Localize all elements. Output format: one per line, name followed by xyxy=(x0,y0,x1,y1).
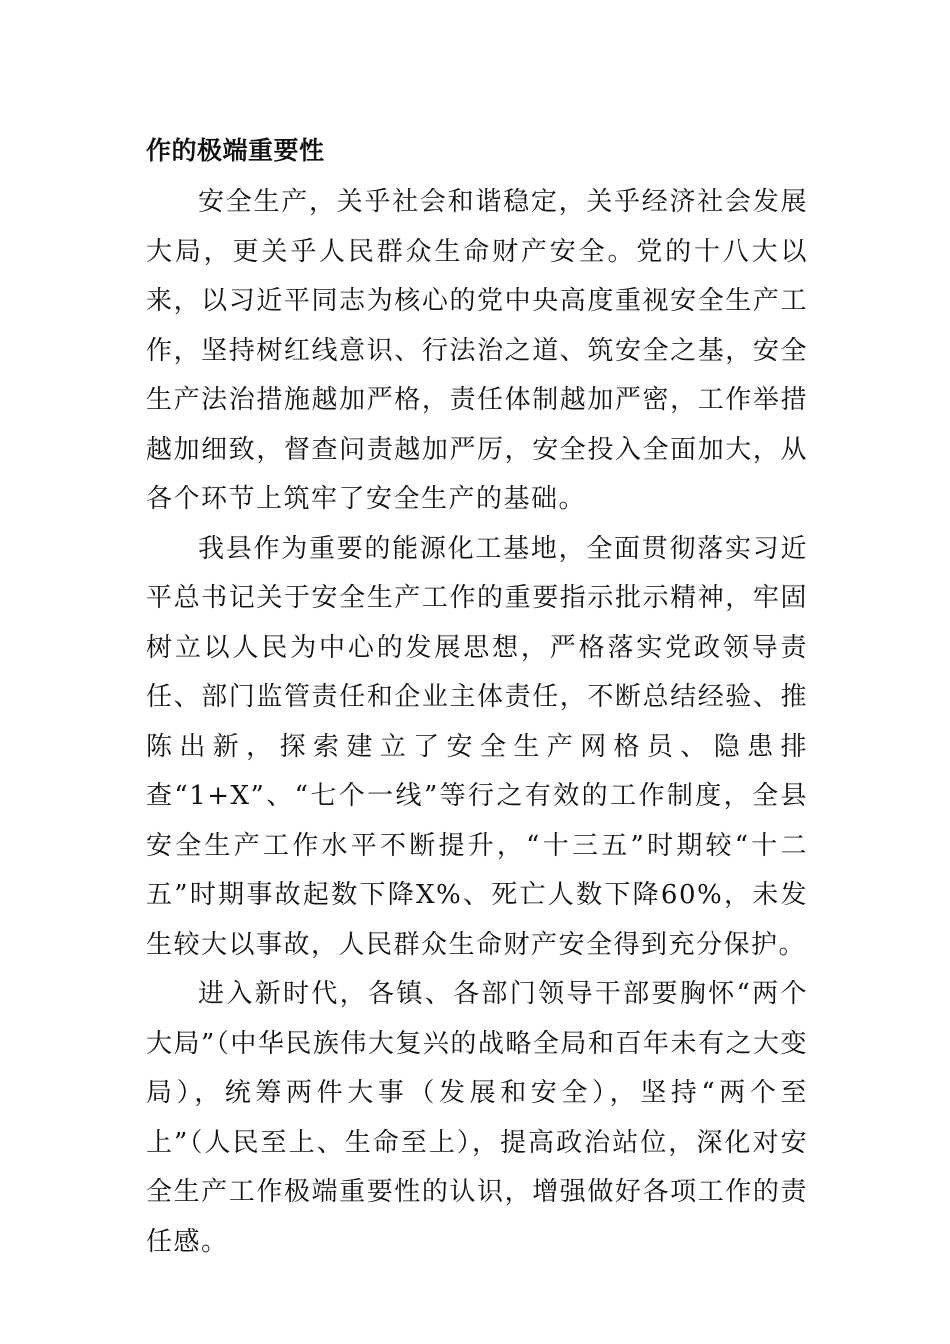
paragraph-county-achievements: 我县作为重要的能源化工基地，全面贯彻落实习近平总书记关于安全生产工作的重要指示批示精神，牢固树立以人民为中心的发展思想，严格落实党政领导责任、部门监管责任和企业主体责任，不断总结经验、推陈出新，探索建立了安全生产网格员、隐患排查“1+X”、“七个一线”等行之有效的工作制度，全县安全生产工作水平不断提升，“十三五”时期较“十二五”时期事故起数下降X%、死亡人数下降60%，未发生较大以事故，人民群众生命财产安全得到充分保护。 xyxy=(146,533,808,960)
document-body xyxy=(146,128,808,1267)
paragraph-safety-importance: 安全生产，关乎社会和谐稳定，关乎经济社会发展大局，更关乎人民群众生命财产安全。党的十八大以来，以习近平同志为核心的党中央高度重视安全生产工作，坚持树红线意识、行法治之道、筑安全之基，安全生产法治措施越加严格，责任体制越加严密，工作举措越加细致，督查问责越加严厉，安全投入全面加大，从各个环节上筑牢了安全生产的基础。 xyxy=(146,187,808,514)
paragraph-new-era-requirements: 进入新时代，各镇、各部门领导干部要胸怀“两个大局”（中华民族伟大复兴的战略全局和百年未有之大变局），统筹两件大事（发展和安全），坚持“两个至上”（人民至上、生命至上），提高政治站位，深化对安全生产工作极端重要性的认识，增强做好各项工作的责任感。 xyxy=(146,979,808,1257)
section-heading: 作的极端重要性 xyxy=(146,136,325,165)
